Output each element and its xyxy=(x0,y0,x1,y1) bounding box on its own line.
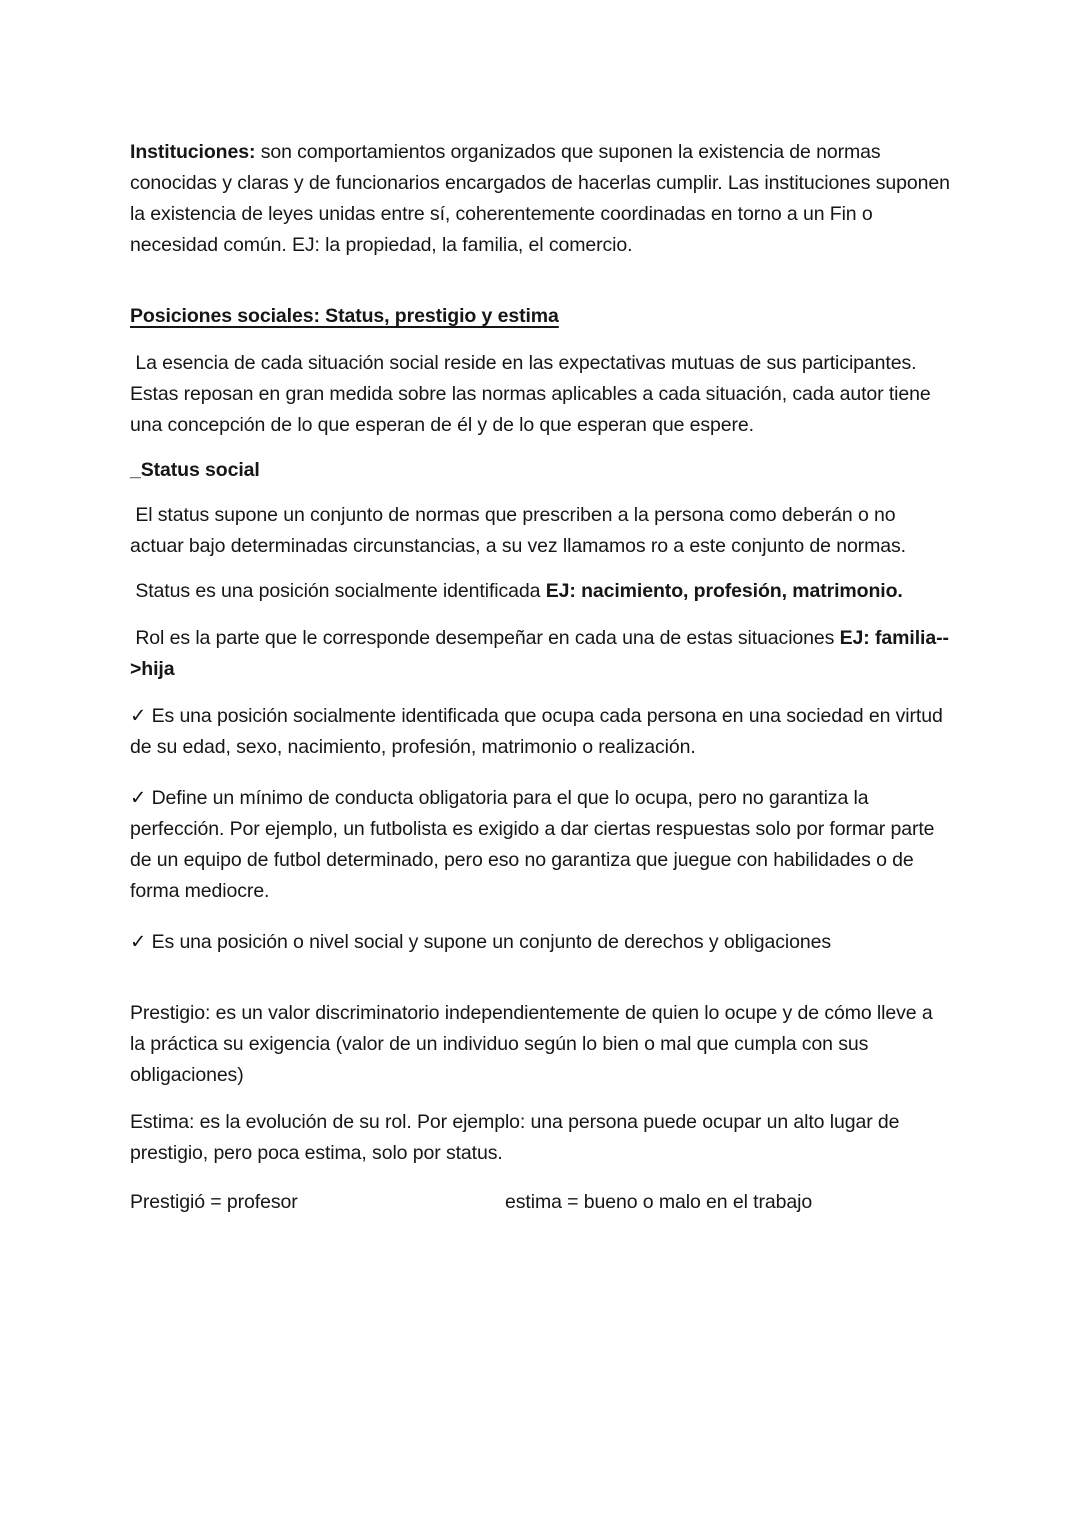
subheading-status-social: _Status social xyxy=(130,459,260,481)
paragraph-rol-ejemplo xyxy=(130,623,950,685)
term-instituciones: Instituciones: xyxy=(130,141,256,163)
check-item-posicion-identificada xyxy=(130,701,950,763)
check-item-text: Es una posición socialmente identificada que ocupa cada persona en una sociedad en virtud de su edad, sexo, nacimiento, profesión, matrimonio o realización. xyxy=(130,705,949,758)
check-item-conducta-obligatoria xyxy=(130,783,950,907)
section-heading-posiciones-sociales xyxy=(130,301,950,332)
section-heading-text: Posiciones sociales: Status, prestigio y estima xyxy=(130,305,559,327)
paragraph-instituciones xyxy=(130,137,956,261)
check-item-nivel-social xyxy=(130,927,950,958)
paragraph-status-ejemplo xyxy=(130,576,950,607)
paragraph-status-ejemplo-text: Status es una posición socialmente identificada xyxy=(130,580,546,602)
paragraph-estima: Estima: es la evolución de su rol. Por ejemplo: una persona puede ocupar un alto lugar de prestigio, pero poca estima, solo por status. xyxy=(130,1111,905,1164)
status-ejemplo-bold: EJ: nacimiento, profesión, matrimonio. xyxy=(545,580,903,602)
paragraph-instituciones-text: son comportamientos organizados que suponen la existencia de normas conocidas y claras y de funcionarios encargados de hacerlas cumplir. Las instituciones suponen la existencia de leyes unidas entre sí, coherentemente coordinadas en torno a un Fin o necesidad común. EJ: la propiedad, la familia, el comercio. xyxy=(130,141,956,256)
checkmark-icon: ✓ xyxy=(130,787,147,809)
paragraph-prestigio: Prestigio: es un valor discriminatorio independientemente de quien lo ocupe y de cómo lleve a la práctica su exigencia (valor de un individuo según lo bien o mal que cumpla con sus obligaciones) xyxy=(130,1002,938,1086)
rol-ejemplo-bold: EJ: familia-->hija xyxy=(130,627,949,680)
check-item-text: Es una posición o nivel social y supone un conjunto de derechos y obligaciones xyxy=(146,931,832,953)
prestigio-example-text: Prestigió = profesor xyxy=(130,1191,298,1213)
check-item-text: Define un mínimo de conducta obligatoria para el que lo ocupa, pero no garantiza la perfección. Por ejemplo, un futbolista es exigido a dar ciertas respuestas solo por formar parte de un equipo de futbol determinado, pero eso no garantiza que juegue con habilidades o de forma mediocre. xyxy=(130,787,940,902)
paragraph-rol-ejemplo-text: Rol es la parte que le corresponde desempeñar en cada una de estas situaciones xyxy=(130,627,840,649)
checkmark-icon: ✓ xyxy=(130,705,147,727)
paragraph-esencia: La esencia de cada situación social reside en las expectativas mutuas de sus participantes. Estas reposan en gran medida sobre las normas aplicables a cada situación, cada autor tiene una concepción de lo que esperan de él y de lo que esperan que espere. xyxy=(130,352,936,436)
estima-example-text: estima = bueno o malo en el trabajo xyxy=(505,1191,813,1213)
footer-comparison-row xyxy=(130,1187,950,1218)
checkmark-icon: ✓ xyxy=(130,931,147,953)
paragraph-status-definicion: El status supone un conjunto de normas que prescriben a la persona como deberán o no actuar bajo determinadas circunstancias, a su vez llamamos ro a este conjunto de normas. xyxy=(130,504,906,557)
